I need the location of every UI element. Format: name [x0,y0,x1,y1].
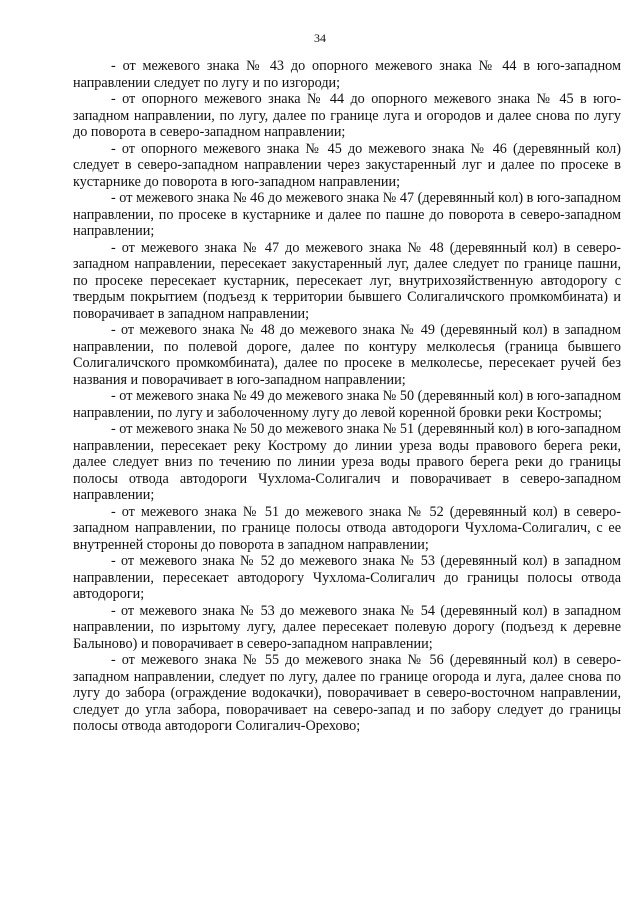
page-number: 34 [314,31,326,45]
paragraph-sign-52-53: - от межевого знака № 52 до межевого знака № 53 (деревянный кол) в западном направлении, пересекает автодорогу Чухлома-Солигалич до границы полосы отвода автодороги; [73,553,621,602]
paragraph-sign-47-48: - от межевого знака № 47 до межевого знака № 48 (деревянный кол) в северо-западном направлении, пересекает закустаренный луг, далее следует по границе пашни, по просеке пересекает кустарник, пересекает луг, внутрихозяйственную автодорогу с твердым покрытием (подъезд к территории бывшего Солигаличского промкомбината) и поворачивает в западном направлении; [73,239,621,322]
document-body [73,58,621,735]
paragraph-sign-49-50: - от межевого знака № 49 до межевого знака № 50 (деревянный кол) в юго-западном направлении, по лугу и заболоченному лугу до левой коренной бровки реки Костромы; [73,388,621,421]
paragraph-sign-44-45: - от опорного межевого знака № 44 до опорного межевого знака № 45 в юго-западном направлении, по лугу, далее по границе луга и огородов и далее снова по лугу до поворота в северо-западном направлении; [73,91,621,140]
paragraph-sign-43-44: - от межевого знака № 43 до опорного межевого знака № 44 в юго-западном направлении следует по лугу и по изгороди; [73,58,621,91]
paragraph-sign-45-46: - от опорного межевого знака № 45 до межевого знака № 46 (деревянный кол) следует в северо-западном направлении через закустаренный луг и далее по просеке в кустарнике до поворота в юго-западном направлении; [73,140,621,190]
paragraph-sign-50-51: - от межевого знака № 50 до межевого знака № 51 (деревянный кол) в юго-западном направлении, пересекает реку Кострому до линии уреза воды правового берега реки, далее следует вниз по течению по линии уреза воды правого берега реки до границы полосы отвода автодороги Чухлома-Солигалич и поворачивает в северо-западном направлении; [73,421,621,503]
paragraph-sign-46-47: - от межевого знака № 46 до межевого знака № 47 (деревянный кол) в юго-западном направлении, по просеке в кустарнике и далее по пашне до поворота в северо-западном направлении; [73,190,621,239]
paragraph-sign-48-49: - от межевого знака № 48 до межевого знака № 49 (деревянный кол) в западном направлении, по полевой дороге, далее по контуру мелколесья (граница бывшего Солигаличского промкомбината), далее по просеке в мелколесье, пересекает ручей без названия и поворачивает в юго-западном направлении; [73,322,621,388]
paragraph-sign-51-52: - от межевого знака № 51 до межевого знака № 52 (деревянный кол) в северо-западном направлении, по границе полосы отвода автодороги Чухлома-Солигалич, с ее внутренней стороны до поворота в западном направлении; [73,503,621,553]
paragraph-sign-55-56: - от межевого знака № 55 до межевого знака № 56 (деревянный кол) в северо-западном направлении, следует по лугу, далее по границе огорода и луга, далее снова по лугу до забора (ограждение водокачки), поворачивает в северо-восточном направлении, следует до угла забора, поворачивает на северо-запад и по забору следует до границы полосы отвода автодороги Солигалич-Орехово; [73,652,621,734]
paragraph-sign-53-54: - от межевого знака № 53 до межевого знака № 54 (деревянный кол) в западном направлении, по изрытому лугу, далее пересекает полевую дорогу (подъезд к деревне Балыново) и поворачивает в северо-западном направлении; [73,602,621,652]
